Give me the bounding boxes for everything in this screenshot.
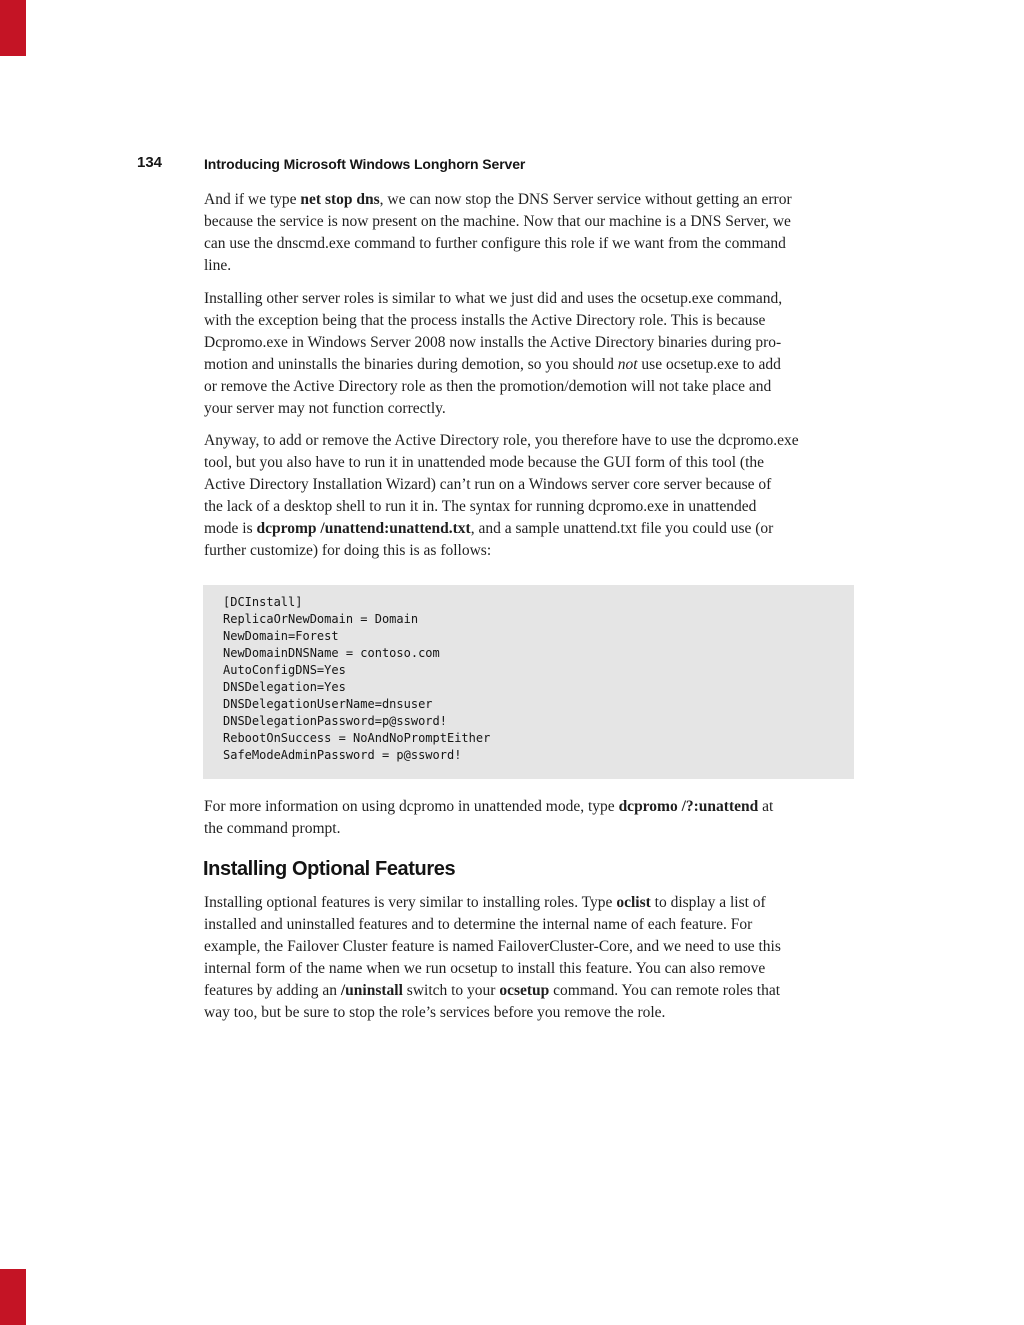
- text-line: Installing optional features is very similar to installing roles. Type oclist to display a list of: [204, 894, 766, 911]
- text-line: can use the dnscmd.exe command to further configure this role if we want from the command: [204, 235, 786, 252]
- text-line: the command prompt.: [204, 820, 341, 837]
- code-line: RebootOnSuccess = NoAndNoPromptEither: [223, 731, 491, 745]
- code-line: NewDomain=Forest: [223, 629, 339, 643]
- text-line: way too, but be sure to stop the role’s services before you remove the role.: [204, 1004, 666, 1021]
- text-line: the lack of a desktop shell to run it in. The syntax for running dcpromo.exe in unattended: [204, 498, 757, 515]
- text-line: tool, but you also have to run it in unattended mode because the GUI form of this tool (the: [204, 454, 765, 471]
- text-line: further customize) for doing this is as follows:: [204, 542, 492, 559]
- code-block: [203, 585, 854, 779]
- paragraph-dcpromo-unattended: [204, 430, 864, 562]
- code-line: DNSDelegationPassword=p@ssword!: [223, 714, 447, 728]
- text-line: Dcpromo.exe in Windows Server 2008 now installs the Active Directory binaries during pro-: [204, 334, 782, 351]
- paragraph-more-info: [204, 796, 864, 840]
- code-line: [DCInstall]: [223, 595, 303, 609]
- text-line: Active Directory Installation Wizard) can’t run on a Windows server core server because of: [204, 476, 772, 493]
- text-line: because the service is now present on the machine. Now that our machine is a DNS Server, we: [204, 213, 791, 230]
- text-line: example, the Failover Cluster feature is named FailoverCluster-Core, and we need to use this: [204, 938, 781, 955]
- code-line: SafeModeAdminPassword = p@ssword!: [223, 748, 462, 762]
- bleed-tab-bottom: [0, 1269, 26, 1325]
- text-line: And if we type net stop dns, we can now stop the DNS Server service without getting an error: [204, 191, 792, 208]
- text-line: line.: [204, 257, 232, 274]
- text-line: features by adding an /uninstall switch to your ocsetup command. You can remote roles that: [204, 982, 781, 999]
- code-line: DNSDelegation=Yes: [223, 680, 346, 694]
- running-title: Introducing Microsoft Windows Longhorn Server: [204, 156, 526, 172]
- text-line: mode is dcpromp /unattend:unattend.txt, and a sample unattend.txt file you could use (or: [204, 520, 774, 537]
- code-line: AutoConfigDNS=Yes: [223, 663, 346, 677]
- paragraph-optional-features: [204, 892, 864, 1024]
- text-line: your server may not function correctly.: [204, 400, 446, 417]
- text-line: Anyway, to add or remove the Active Directory role, you therefore have to use the dcpromo.exe: [204, 432, 799, 449]
- code-line: NewDomainDNSName = contoso.com: [223, 646, 440, 660]
- text-line: installed and uninstalled features and to determine the internal name of each feature. For: [204, 916, 753, 933]
- code-line: DNSDelegationUserName=dnsuser: [223, 697, 433, 711]
- text-line: For more information on using dcpromo in unattended mode, type dcpromo /?:unattend at: [204, 798, 774, 815]
- paragraph-net-stop-dns: [204, 189, 864, 277]
- bleed-tab-top: [0, 0, 26, 56]
- text-line: or remove the Active Directory role as then the promotion/demotion will not take place and: [204, 378, 772, 395]
- text-line: internal form of the name when we run ocsetup to install this feature. You can also remove: [204, 960, 766, 977]
- page-header: [0, 154, 1024, 172]
- code-line: ReplicaOrNewDomain = Domain: [223, 612, 419, 626]
- paragraph-server-roles: [204, 288, 864, 420]
- section-heading: Installing Optional Features: [203, 858, 456, 880]
- text-line: motion and uninstalls the binaries during demotion, so you should not use ocsetup.exe to add: [204, 356, 781, 373]
- text-line: Installing other server roles is similar to what we just did and uses the ocsetup.exe command,: [204, 290, 783, 307]
- text-line: with the exception being that the process installs the Active Directory role. This is because: [204, 312, 766, 329]
- page-number: 134: [137, 154, 163, 171]
